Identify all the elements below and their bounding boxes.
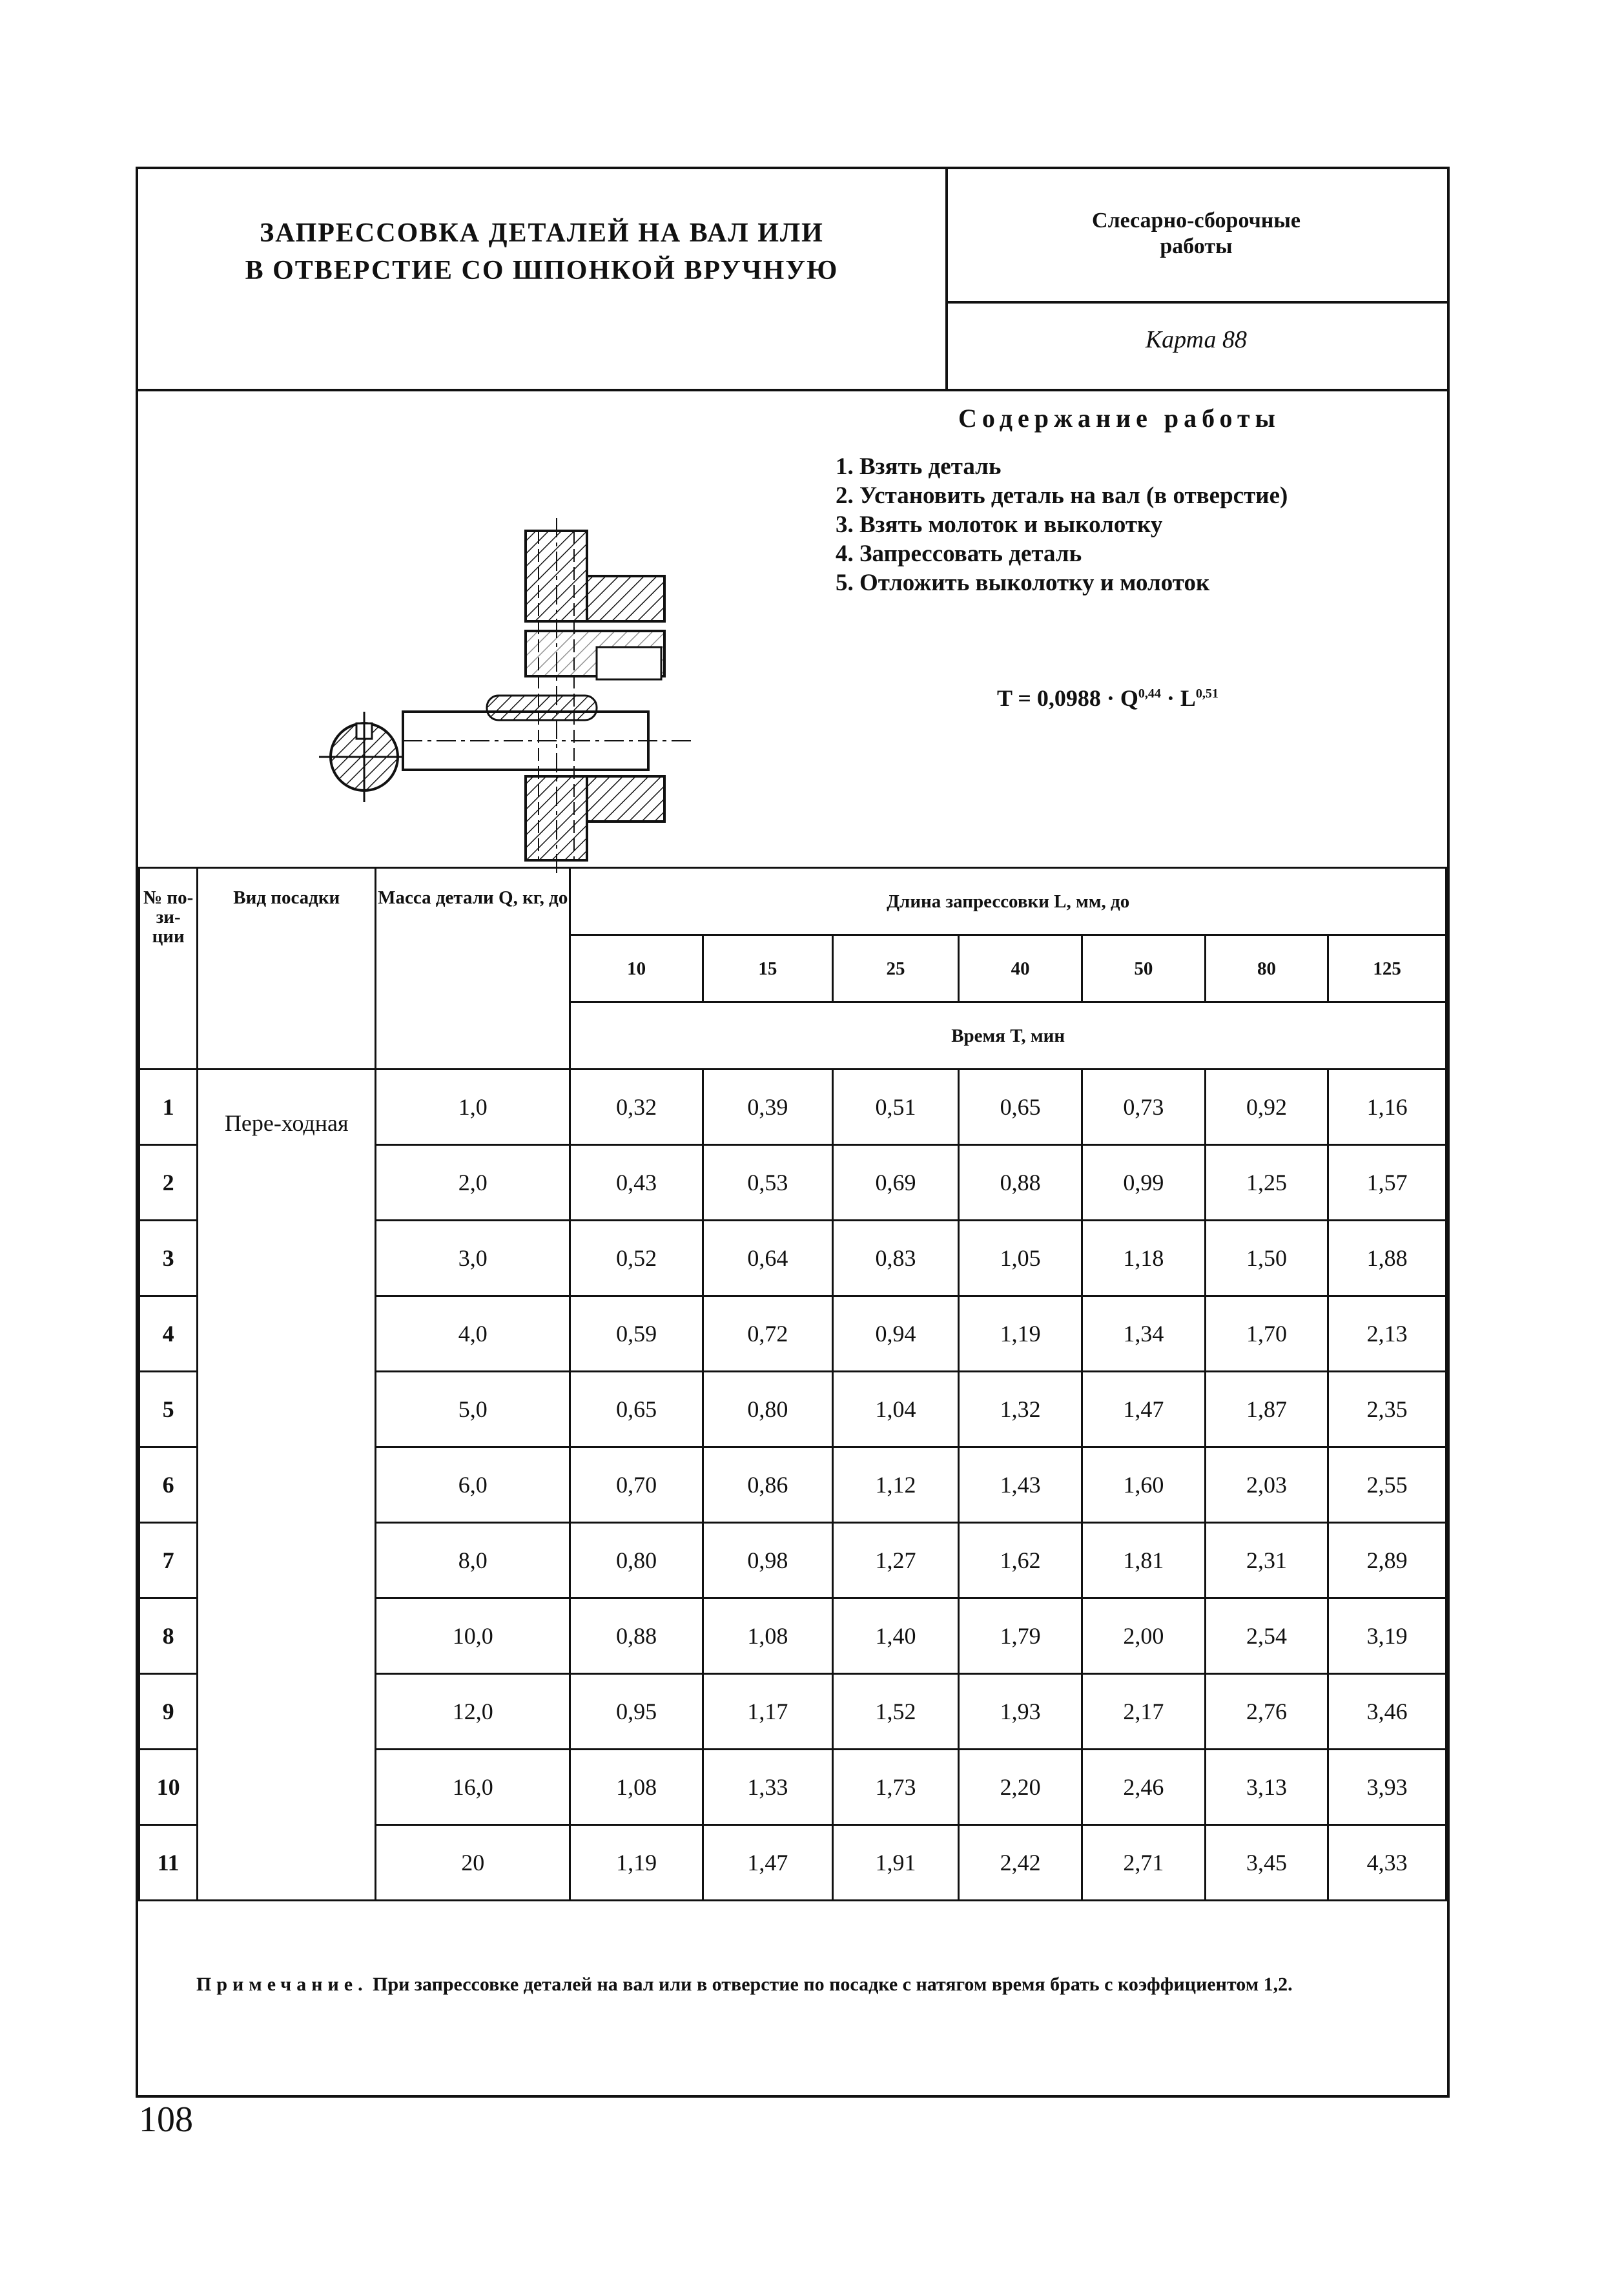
length-value: 15 (703, 935, 832, 1002)
header-divider-vertical (945, 169, 948, 389)
time-value: 0,65 (570, 1372, 703, 1447)
row-number: 7 (139, 1523, 198, 1598)
shaft-assembly-drawing (306, 440, 836, 893)
row-number: 2 (139, 1145, 198, 1221)
time-value: 0,92 (1205, 1070, 1328, 1145)
hub-on-shaft-icon (403, 518, 694, 873)
time-value: 2,89 (1328, 1523, 1446, 1598)
time-value: 0,51 (832, 1070, 959, 1145)
time-value: 2,46 (1082, 1750, 1206, 1825)
time-value: 1,57 (1328, 1145, 1446, 1221)
time-value: 1,05 (959, 1221, 1082, 1296)
card-frame (136, 167, 1450, 2098)
time-value: 3,46 (1328, 1674, 1446, 1750)
time-value: 0,32 (570, 1070, 703, 1145)
time-value: 1,88 (1328, 1221, 1446, 1296)
time-value: 0,80 (570, 1523, 703, 1598)
time-value: 1,79 (959, 1598, 1082, 1674)
time-value: 0,95 (570, 1674, 703, 1750)
mass-value: 10,0 (376, 1598, 570, 1674)
row-number: 10 (139, 1750, 198, 1825)
time-value: 1,27 (832, 1523, 959, 1598)
time-value: 2,20 (959, 1750, 1082, 1825)
step-item: 2. Установить деталь на вал (в отверстие) (836, 482, 1288, 509)
time-value: 2,00 (1082, 1598, 1206, 1674)
length-value: 25 (832, 935, 959, 1002)
time-value: 1,17 (703, 1674, 832, 1750)
col-header-mass: Масса детали Q, кг, до (376, 868, 570, 1070)
time-value: 2,54 (1205, 1598, 1328, 1674)
col-header-fit: Вид посадки (198, 868, 376, 1070)
time-value: 0,43 (570, 1145, 703, 1221)
row-number: 9 (139, 1674, 198, 1750)
time-value: 1,87 (1205, 1372, 1328, 1447)
mass-value: 12,0 (376, 1674, 570, 1750)
content-heading: Содержание работы (958, 404, 1280, 433)
time-value: 1,93 (959, 1674, 1082, 1750)
mass-value: 6,0 (376, 1447, 570, 1523)
time-value: 1,47 (703, 1825, 832, 1901)
time-value: 2,42 (959, 1825, 1082, 1901)
step-item: 4. Запрессовать деталь (836, 541, 1082, 567)
time-value: 1,62 (959, 1523, 1082, 1598)
time-value: 1,08 (570, 1750, 703, 1825)
length-value: 125 (1328, 935, 1446, 1002)
time-value: 1,43 (959, 1447, 1082, 1523)
mass-value: 8,0 (376, 1523, 570, 1598)
length-value: 40 (959, 935, 1082, 1002)
section-label (945, 208, 1447, 260)
time-value: 0,99 (1082, 1145, 1206, 1221)
title-line-2: В ОТВЕРСТИЕ СО ШПОНКОЙ ВРУЧНУЮ (245, 256, 839, 285)
time-value: 1,33 (703, 1750, 832, 1825)
time-value: 1,19 (959, 1296, 1082, 1372)
time-value: 1,04 (832, 1372, 959, 1447)
fit-type: Пере-ходная (198, 1070, 376, 1901)
time-value: 2,71 (1082, 1825, 1206, 1901)
time-value: 1,40 (832, 1598, 959, 1674)
row-number: 4 (139, 1296, 198, 1372)
section-line-1: Слесарно-сборочные (1092, 209, 1300, 233)
row-number: 8 (139, 1598, 198, 1674)
time-value: 1,25 (1205, 1145, 1328, 1221)
time-value: 1,60 (1082, 1447, 1206, 1523)
mass-value: 5,0 (376, 1372, 570, 1447)
page-number: 108 (139, 2100, 193, 2140)
time-value: 1,50 (1205, 1221, 1328, 1296)
time-value: 1,08 (703, 1598, 832, 1674)
time-value: 0,88 (959, 1145, 1082, 1221)
shaft-cross-section-icon (319, 712, 409, 802)
time-value: 0,72 (703, 1296, 832, 1372)
time-value: 3,13 (1205, 1750, 1328, 1825)
work-steps (836, 452, 1288, 597)
time-value: 0,83 (832, 1221, 959, 1296)
time-value: 1,73 (832, 1750, 959, 1825)
time-value: 0,39 (703, 1070, 832, 1145)
card-title (138, 214, 945, 289)
note-label: Примечание. (196, 1974, 368, 1995)
time-value: 1,32 (959, 1372, 1082, 1447)
time-value: 2,03 (1205, 1447, 1328, 1523)
header-bottom-rule (138, 389, 1447, 391)
col-header-num: № по-зи-ции (139, 868, 198, 1070)
mass-value: 20 (376, 1825, 570, 1901)
row-number: 5 (139, 1372, 198, 1447)
mass-value: 4,0 (376, 1296, 570, 1372)
time-value: 1,16 (1328, 1070, 1446, 1145)
time-value: 4,33 (1328, 1825, 1446, 1901)
table-row (139, 1070, 1446, 1145)
time-value: 1,70 (1205, 1296, 1328, 1372)
row-number: 3 (139, 1221, 198, 1296)
title-line-1: ЗАПРЕССОВКА ДЕТАЛЕЙ НА ВАЛ ИЛИ (260, 218, 824, 248)
section-line-2: работы (1160, 234, 1233, 258)
time-value: 0,73 (1082, 1070, 1206, 1145)
header-divider-horizontal (945, 301, 1447, 304)
time-value: 0,52 (570, 1221, 703, 1296)
col-header-length: Длина запрессовки L, мм, до (570, 868, 1446, 935)
time-value: 0,94 (832, 1296, 959, 1372)
card-number: Карта 88 (1145, 326, 1248, 353)
time-value: 2,76 (1205, 1674, 1328, 1750)
row-number: 6 (139, 1447, 198, 1523)
row-number: 1 (139, 1070, 198, 1145)
time-value: 1,12 (832, 1447, 959, 1523)
mass-value: 2,0 (376, 1145, 570, 1221)
formula-exp-q: 0,44 (1138, 687, 1161, 701)
formula-mid: · L (1160, 685, 1196, 711)
time-value: 1,91 (832, 1825, 959, 1901)
time-value: 3,45 (1205, 1825, 1328, 1901)
time-value: 0,53 (703, 1145, 832, 1221)
formula-prefix: T = 0,0988 · Q (997, 685, 1138, 711)
note-text: При запрессовке деталей на вал или в отверстие по посадке с натягом время брать с коэффициентом 1,2. (367, 1974, 1293, 1995)
time-value: 0,65 (959, 1070, 1082, 1145)
note (196, 1971, 1443, 1998)
length-value: 80 (1205, 935, 1328, 1002)
time-formula (997, 685, 1218, 712)
length-value: 50 (1082, 935, 1206, 1002)
step-item: 5. Отложить выколотку и молоток (836, 570, 1210, 596)
row-number: 11 (139, 1825, 198, 1901)
time-value: 2,35 (1328, 1372, 1446, 1447)
mass-value: 16,0 (376, 1750, 570, 1825)
length-value: 10 (570, 935, 703, 1002)
time-value: 0,86 (703, 1447, 832, 1523)
time-value: 0,70 (570, 1447, 703, 1523)
time-value: 2,17 (1082, 1674, 1206, 1750)
time-value: 1,81 (1082, 1523, 1206, 1598)
time-value: 1,34 (1082, 1296, 1206, 1372)
formula-exp-l: 0,51 (1195, 687, 1218, 701)
mass-value: 1,0 (376, 1070, 570, 1145)
time-value: 2,13 (1328, 1296, 1446, 1372)
time-value: 1,52 (832, 1674, 959, 1750)
time-value: 0,59 (570, 1296, 703, 1372)
time-value: 0,80 (703, 1372, 832, 1447)
time-value: 1,19 (570, 1825, 703, 1901)
mass-value: 3,0 (376, 1221, 570, 1296)
step-item: 3. Взять молоток и выколотку (836, 512, 1163, 538)
time-table (138, 867, 1447, 1901)
time-value: 2,55 (1328, 1447, 1446, 1523)
time-value: 1,47 (1082, 1372, 1206, 1447)
time-value: 3,19 (1328, 1598, 1446, 1674)
time-value: 2,31 (1205, 1523, 1328, 1598)
time-value: 1,18 (1082, 1221, 1206, 1296)
time-value: 0,64 (703, 1221, 832, 1296)
time-value: 0,88 (570, 1598, 703, 1674)
time-value: 0,69 (832, 1145, 959, 1221)
col-header-time: Время T, мин (570, 1002, 1446, 1070)
step-item: 1. Взять деталь (836, 453, 1002, 480)
time-value: 0,98 (703, 1523, 832, 1598)
time-value: 3,93 (1328, 1750, 1446, 1825)
